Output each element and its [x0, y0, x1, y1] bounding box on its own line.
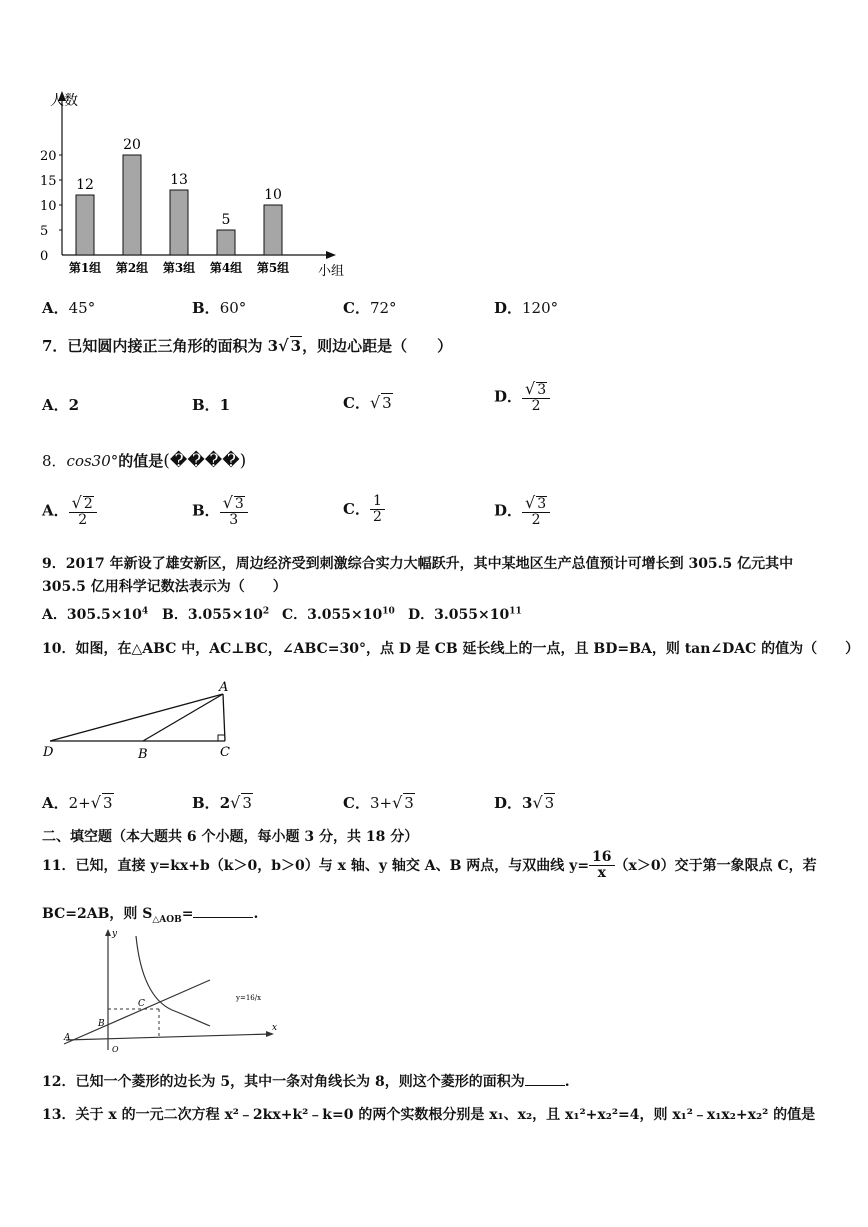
q6-option-d-text: 120°	[522, 299, 559, 317]
q6-option-a-letter: A．	[42, 299, 69, 317]
q7-option-b[interactable]: B．1	[192, 396, 231, 414]
q6-option-b[interactable]	[192, 297, 246, 318]
label-c: C	[220, 745, 230, 760]
q10-option-c[interactable]	[343, 792, 415, 813]
q10-option-c-letter: C．	[343, 794, 370, 812]
q9-option-c[interactable]	[282, 604, 395, 624]
q8-option-a-fraction	[69, 494, 97, 529]
x-axis	[66, 1034, 270, 1040]
q8-option-b[interactable]	[192, 494, 248, 529]
q8-option-d-radicand: 3	[537, 496, 547, 512]
q6-option-b-letter: B．	[192, 299, 220, 317]
q9-option-b-base: B．3.055×10	[162, 607, 263, 623]
q8-option-a-den: 2	[78, 512, 88, 529]
y-axis-label: 人数	[50, 93, 78, 109]
sqrt-symbol: √	[392, 793, 403, 812]
q10-option-a-radicand: 3	[102, 794, 113, 812]
q8-option-d-fraction	[522, 494, 550, 529]
q9-option-c-base: C．3.055×10	[282, 607, 383, 623]
q8-option-c-letter: C．	[343, 499, 370, 518]
q7-option-c-radicand: 3	[382, 394, 392, 412]
q11-graph-figure	[60, 926, 300, 1056]
q7-stem-a: 7．已知圆内接正三角形的面积为 3	[42, 337, 279, 355]
q11-frac-den: x	[597, 865, 606, 882]
section-heading: 二、填空题（本大题共 6 个小题，每小题 3 分，共 18 分）	[42, 829, 419, 845]
q8-option-b-fraction	[220, 494, 248, 529]
q10-option-a-pre: 2+	[68, 794, 91, 812]
q12-end: .	[564, 1074, 570, 1090]
q9-option-a[interactable]	[42, 604, 148, 624]
x-axis-label: 小组	[318, 264, 345, 279]
q6-option-a[interactable]	[42, 297, 95, 318]
q9-stem-line1: 9．2017 年新设了雄安新区，周边经济受到刺激综合实力大幅跃升，其中某地区生产总值预计可增长到 305.5 亿元其中	[42, 556, 794, 572]
q6-option-c[interactable]	[343, 297, 397, 318]
sqrt-symbol: √	[230, 793, 241, 812]
line-ad	[50, 694, 223, 741]
bar-value-label: 20	[123, 137, 141, 153]
q13-stem: 13．关于 x 的一元二次方程 x²﹣2kx+k²﹣k=0 的两个实数根分别是 x₁、x₂，且 x₁²+x₂²=4，则 x₁²﹣x₁x₂+x₂² 的值是	[42, 1107, 816, 1123]
q8-option-c-fraction	[370, 494, 385, 526]
y-tick-label: 15	[40, 174, 57, 189]
q7-option-d[interactable]	[494, 380, 550, 415]
q6-option-c-letter: C．	[343, 299, 370, 317]
category-label: 第4组	[209, 261, 243, 275]
label-b: B	[138, 747, 148, 762]
q9-option-c-exp: 10	[382, 606, 395, 617]
line-ab-c	[64, 980, 210, 1044]
q11-stem-a: 11．已知，直接 y=kx+b（k＞0，b＞0）与 x 轴、y 轴交 A、B 两点，与双曲线 y=	[42, 857, 590, 874]
q8-option-b-letter: B．	[192, 501, 220, 520]
label-o: O	[112, 1045, 119, 1054]
bar	[123, 155, 141, 255]
q10-option-b-radicand: 3	[242, 794, 252, 812]
label-c: C	[138, 999, 145, 1009]
q8-num: 8．	[42, 452, 67, 470]
category-label: 第1组	[68, 261, 102, 275]
label-d: D	[43, 745, 54, 760]
y-axis-arrow	[105, 929, 111, 936]
q10-option-d-radicand: 3	[544, 794, 555, 812]
q6-option-c-text: 72°	[369, 299, 397, 317]
q8-option-b-radicand: 3	[234, 496, 244, 512]
bar-chart	[30, 85, 360, 285]
hyperbola-curve	[136, 936, 210, 1026]
y-tick-label: 5	[40, 224, 49, 239]
q7-option-c-letter: C．	[343, 394, 370, 412]
bar-value-label: 5	[221, 212, 231, 228]
sqrt-symbol: √	[222, 493, 233, 512]
q7-stem	[42, 335, 452, 356]
q11-stem-line2	[42, 903, 258, 925]
q11-stem-line1	[42, 850, 817, 882]
x-axis-arrow	[326, 251, 336, 259]
q8-option-d-den: 2	[531, 512, 541, 529]
sqrt-symbol: √	[525, 493, 536, 512]
sqrt-symbol: √	[369, 393, 381, 412]
q9-option-a-base: A．305.5×10	[42, 607, 142, 623]
q10-option-d-pre: 3	[522, 794, 533, 812]
q9-option-a-exp: 4	[141, 606, 149, 617]
q7-option-d-num: 3	[537, 382, 547, 398]
q12-answer-blank[interactable]	[525, 1085, 565, 1086]
q8-option-c-den: 2	[372, 509, 382, 526]
label-b: B	[98, 1019, 105, 1029]
q10-option-c-radicand: 3	[404, 794, 414, 812]
q10-option-b-letter: B．	[192, 794, 220, 812]
q8-option-a-letter: A．	[42, 501, 69, 520]
q9-stem-line2: 305.5 亿用科学记数法表示为（ ）	[42, 579, 287, 595]
q10-option-a-letter: A．	[42, 794, 69, 812]
sqrt-symbol: √	[278, 336, 289, 355]
q9-option-b-exp: 2	[262, 606, 270, 617]
q11-line2-sub: △AOB	[152, 914, 182, 925]
q7-option-c[interactable]	[343, 392, 393, 413]
sqrt-symbol: √	[525, 379, 536, 398]
q9-option-d-exp: 11	[509, 606, 522, 617]
q6-option-a-text: 45°	[68, 299, 96, 317]
q12-stem-text: 12．已知一个菱形的边长为 5，其中一条对角线长为 8，则这个菱形的面积为	[42, 1074, 525, 1090]
q8-option-c[interactable]	[343, 494, 385, 526]
q11-answer-blank[interactable]	[193, 917, 253, 918]
q8-stem-a: cos30°	[66, 452, 119, 470]
bar-value-label: 12	[76, 177, 94, 193]
q7-stem-b: ，则边心距是（ ）	[302, 337, 453, 355]
q6-option-d[interactable]	[494, 297, 558, 318]
q8-option-c-num: 1	[370, 494, 385, 510]
q10-stem: 10．如图，在△ABC 中，AC⊥BC，∠ABC=30°，点 D 是 CB 延长线上的一点，且 BD=BA，则 tan∠DAC 的值为（ ）	[42, 641, 860, 657]
bar	[76, 195, 94, 255]
label-x: x	[272, 1023, 278, 1033]
q10-option-d[interactable]	[494, 792, 555, 813]
q8-option-d[interactable]	[494, 494, 550, 529]
q11-line2-c: .	[253, 906, 259, 922]
q7-option-d-letter: D．	[494, 387, 523, 406]
q11-line2-b: =	[181, 906, 194, 922]
q10-option-b[interactable]	[192, 792, 253, 813]
q11-frac-num: 16	[589, 850, 614, 866]
line-ac	[223, 694, 225, 741]
q7-option-a[interactable]: A．2	[42, 396, 80, 414]
bar-value-label: 13	[170, 172, 188, 188]
q10-option-c-pre: 3+	[369, 794, 393, 812]
q6-option-d-letter: D．	[494, 299, 523, 317]
category-label: 第2组	[115, 261, 149, 275]
bar	[170, 190, 188, 255]
q8-stem-c: (����)	[163, 451, 247, 471]
y-tick-label: 0	[40, 249, 49, 264]
curve-label: y=16/x	[236, 994, 262, 1002]
bar-value-label: 10	[264, 187, 282, 203]
q10-option-a[interactable]	[42, 792, 114, 813]
label-a: A	[219, 680, 229, 695]
q6-option-b-text: 60°	[219, 299, 247, 317]
q9-option-b[interactable]	[162, 604, 269, 624]
category-label: 第5组	[256, 261, 290, 275]
q8-option-a-radicand: 2	[83, 496, 93, 512]
bar-series	[69, 137, 289, 275]
q11-fraction	[589, 850, 614, 882]
q8-option-d-letter: D．	[494, 501, 523, 520]
sqrt-symbol: √	[71, 493, 82, 512]
q12-stem	[42, 1071, 570, 1091]
label-a: A	[64, 1033, 71, 1043]
q7-stem-radicand: 3	[290, 337, 302, 355]
q9-option-d-base: D．3.055×10	[408, 607, 510, 623]
q10-option-d-letter: D．	[494, 794, 523, 812]
q11-stem-b: （x＞0）交于第一象限点 C，若	[614, 857, 817, 874]
q7-option-d-den: 2	[531, 398, 541, 415]
right-angle-mark	[218, 735, 225, 741]
q8-stem-b: 的值是	[118, 452, 164, 470]
sqrt-symbol: √	[90, 793, 101, 812]
label-y: y	[112, 929, 118, 939]
sqrt-symbol: √	[532, 793, 543, 812]
q10-triangle-figure	[40, 678, 250, 764]
q11-line2-a: BC=2AB，则 S	[42, 906, 153, 922]
q8-option-a[interactable]	[42, 494, 97, 529]
bar	[217, 230, 235, 255]
q8-stem	[42, 450, 246, 471]
y-tick-label: 20	[40, 149, 57, 164]
q7-option-d-fraction	[522, 380, 550, 415]
y-tick-label: 10	[40, 199, 57, 214]
q10-option-b-pre: 2	[219, 794, 231, 812]
bar	[264, 205, 282, 255]
category-label: 第3组	[162, 261, 196, 275]
q8-option-b-den: 3	[229, 512, 239, 529]
q9-option-d[interactable]	[408, 604, 522, 624]
line-ab	[143, 694, 223, 741]
